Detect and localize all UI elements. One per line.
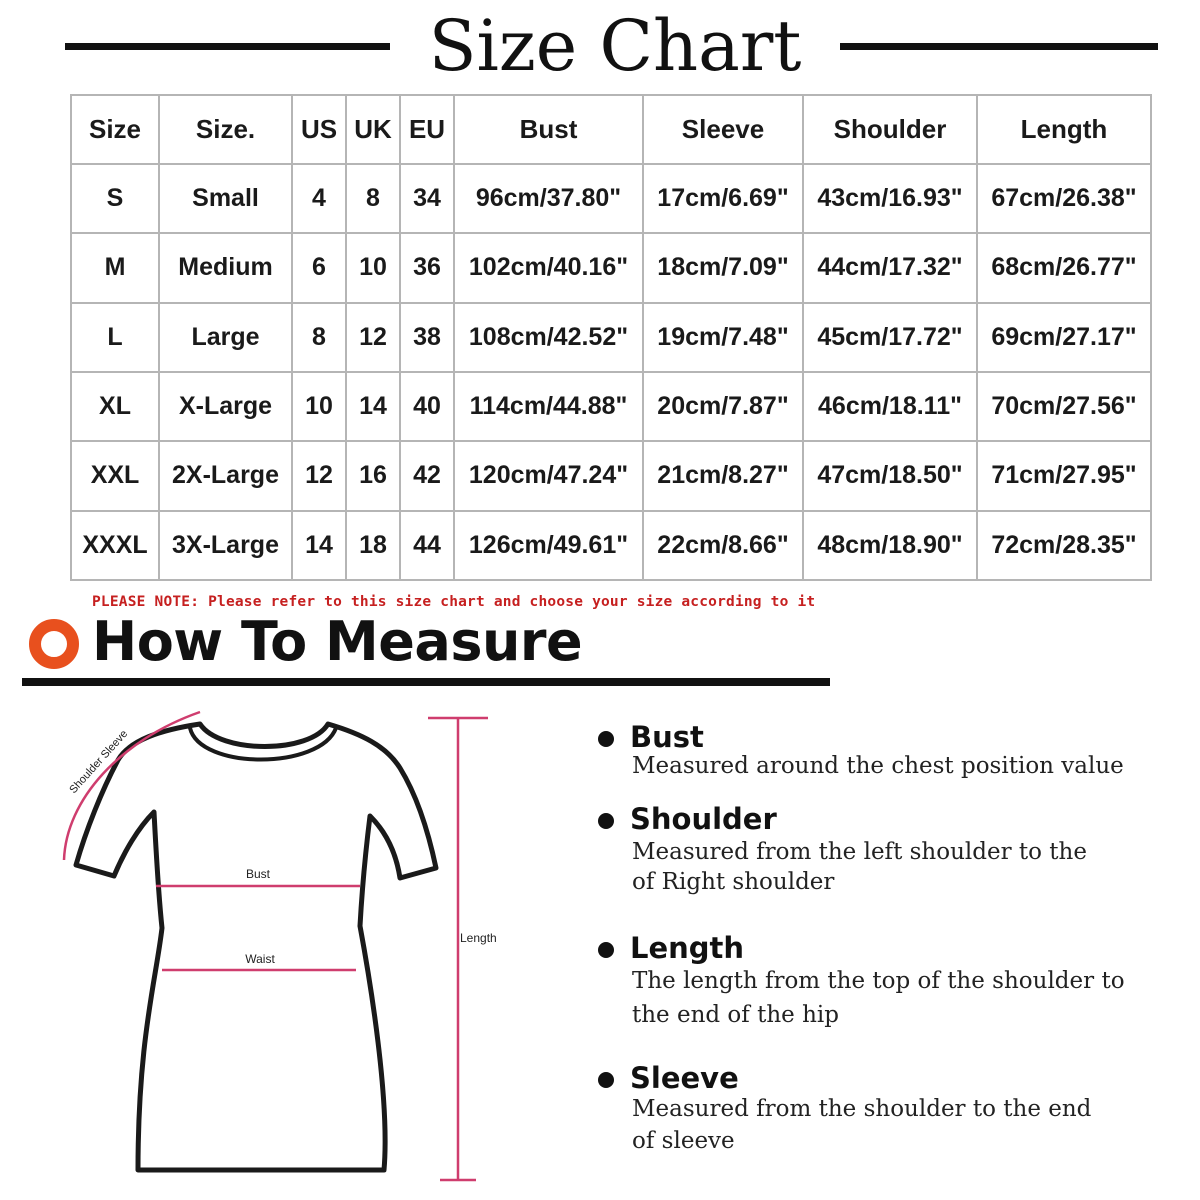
table-cell: M [71,233,159,302]
table-cell: 68cm/26.77" [977,233,1151,302]
table-cell: 22cm/8.66" [643,511,803,580]
table-cell: XXXL [71,511,159,580]
column-header: EU [400,95,454,164]
table-cell: 43cm/16.93" [803,164,977,233]
column-header: US [292,95,346,164]
table-cell: 96cm/37.80" [454,164,643,233]
table-cell: 34 [400,164,454,233]
table-cell: Medium [159,233,292,302]
measure-item-desc: The length from the top of the shoulder to [632,968,1125,994]
table-header-row [71,95,1151,164]
measure-item-desc: Measured around the chest position value [632,753,1124,779]
table-cell: 36 [400,233,454,302]
table-cell: L [71,303,159,372]
table-cell: 6 [292,233,346,302]
table-cell: 18cm/7.09" [643,233,803,302]
table-cell: 10 [292,372,346,441]
waist-diagram-label: Waist [245,952,275,966]
table-cell: 72cm/28.35" [977,511,1151,580]
measure-item-title: Shoulder [630,802,777,836]
how-to-measure-rule [22,678,830,686]
table-row [71,511,1151,580]
title-rule-left [65,43,390,50]
measure-item-desc: Measured from the shoulder to the end [632,1096,1092,1122]
table-cell: 3X-Large [159,511,292,580]
measure-item-desc: Measured from the left shoulder to the [632,839,1087,865]
measure-item-title: Sleeve [630,1061,739,1095]
table-cell: 69cm/27.17" [977,303,1151,372]
size-note: PLEASE NOTE: Please refer to this size chart and choose your size according to it [92,594,816,610]
size-chart-header [0,0,1200,90]
measure-item-desc: the end of the hip [632,1002,839,1028]
table-cell: 16 [346,441,400,510]
table-cell: XXL [71,441,159,510]
table-row [71,372,1151,441]
bust-diagram-label: Bust [245,867,271,881]
table-cell: 38 [400,303,454,372]
table-cell: 47cm/18.50" [803,441,977,510]
title-rule-right [840,43,1158,50]
column-header: Size. [159,95,292,164]
table-row [71,303,1151,372]
how-to-measure-title: How To Measure [92,610,583,673]
table-cell: 108cm/42.52" [454,303,643,372]
table-cell: 67cm/26.38" [977,164,1151,233]
column-header: Size [71,95,159,164]
measure-item-desc: of Right shoulder [632,869,835,895]
table-cell: 20cm/7.87" [643,372,803,441]
table-row [71,164,1151,233]
table-cell: S [71,164,159,233]
table-cell: 46cm/18.11" [803,372,977,441]
orange-ring-icon [28,618,80,670]
table-cell: 12 [346,303,400,372]
table-cell: 44cm/17.32" [803,233,977,302]
column-header: Bust [454,95,643,164]
tshirt-outline-icon [76,724,436,1170]
table-cell: 12 [292,441,346,510]
table-cell: 45cm/17.72" [803,303,977,372]
tshirt-measure-diagram [40,700,560,1190]
table-cell: X-Large [159,372,292,441]
table-cell: 10 [346,233,400,302]
table-row [71,233,1151,302]
measure-item-desc: of sleeve [632,1128,735,1154]
table-cell: Large [159,303,292,372]
bullet-icon [598,1072,614,1088]
table-cell: 8 [346,164,400,233]
table-cell: 14 [346,372,400,441]
bullet-icon [598,942,614,958]
table-cell: 18 [346,511,400,580]
bullet-icon [598,813,614,829]
page-title: Size Chart [428,5,802,87]
column-header: Sleeve [643,95,803,164]
table-cell: 44 [400,511,454,580]
measure-item-title: Bust [630,720,704,754]
table-cell: 71cm/27.95" [977,441,1151,510]
size-table [70,94,1152,581]
column-header: UK [346,95,400,164]
measure-item-title: Length [630,931,745,965]
column-header: Shoulder [803,95,977,164]
table-cell: XL [71,372,159,441]
table-cell: 2X-Large [159,441,292,510]
table-cell: 17cm/6.69" [643,164,803,233]
table-cell: 120cm/47.24" [454,441,643,510]
table-cell: 19cm/7.48" [643,303,803,372]
table-cell: 14 [292,511,346,580]
table-cell: 4 [292,164,346,233]
table-cell: 70cm/27.56" [977,372,1151,441]
table-cell: 42 [400,441,454,510]
table-row [71,441,1151,510]
bullet-icon [598,731,614,747]
table-cell: 48cm/18.90" [803,511,977,580]
length-diagram-label: Length [460,931,497,945]
column-header: Length [977,95,1151,164]
table-cell: 114cm/44.88" [454,372,643,441]
measure-lines [64,712,488,1180]
table-cell: 8 [292,303,346,372]
table-cell: 21cm/8.27" [643,441,803,510]
table-cell: Small [159,164,292,233]
shoulder-sleeve-diagram-label: Shoulder Sleeve [67,727,131,797]
table-cell: 40 [400,372,454,441]
table-cell: 102cm/40.16" [454,233,643,302]
table-cell: 126cm/49.61" [454,511,643,580]
